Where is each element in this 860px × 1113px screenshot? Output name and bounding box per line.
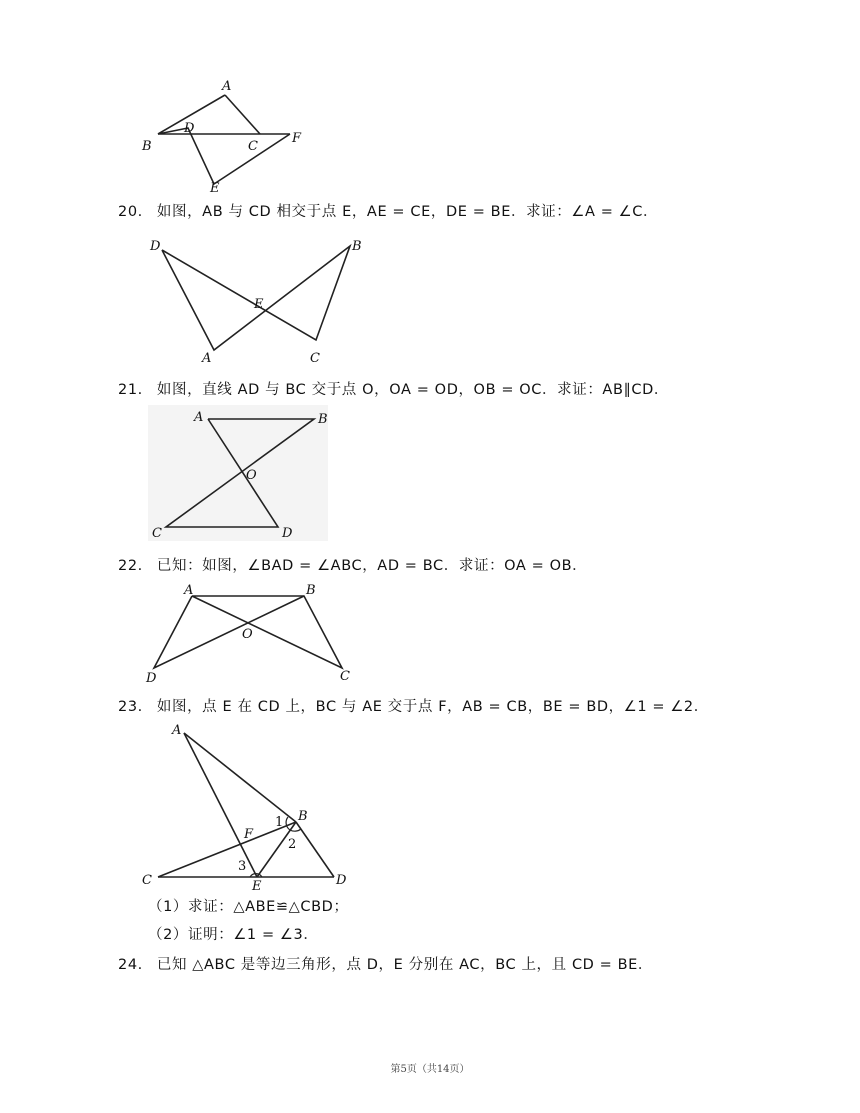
figure-q19 bbox=[130, 72, 320, 202]
label-C: C bbox=[310, 351, 320, 366]
question-number: 22. bbox=[118, 558, 143, 574]
label-F: F bbox=[292, 131, 302, 146]
question-23-part-2: （2）证明：∠1 = ∠3． bbox=[148, 927, 319, 943]
question-20 bbox=[118, 202, 658, 222]
label-B: B bbox=[298, 809, 308, 824]
label-D: D bbox=[184, 121, 195, 136]
question-23-part-1: （1）求证：△ABE≌△CBD； bbox=[148, 899, 349, 915]
question-text: 如图，直线 AD 与 BC 交于点 O，OA = OD，OB = OC．求证：AB∥CD． bbox=[156, 382, 669, 398]
label-C: C bbox=[142, 873, 152, 888]
question-24 bbox=[118, 955, 653, 975]
label-B: B bbox=[318, 412, 328, 427]
label-D: D bbox=[282, 526, 293, 541]
label-A: A bbox=[172, 723, 182, 738]
label-C: C bbox=[248, 139, 258, 154]
label-angle-3: 3 bbox=[238, 859, 247, 874]
question-number: 23. bbox=[118, 699, 143, 715]
label-D: D bbox=[336, 873, 347, 888]
label-angle-1: 1 bbox=[275, 815, 284, 830]
figure-q20 bbox=[142, 232, 387, 370]
label-B: B bbox=[306, 583, 316, 598]
label-A: A bbox=[194, 410, 204, 425]
figure-q23 bbox=[138, 720, 368, 895]
label-E: E bbox=[254, 297, 264, 312]
question-number: 20. bbox=[118, 204, 143, 220]
figure-q21 bbox=[148, 405, 328, 541]
label-D: D bbox=[150, 239, 161, 254]
question-text: 如图，AB 与 CD 相交于点 E，AE = CE，DE = BE．求证：∠A = ∠C． bbox=[156, 204, 659, 220]
question-22 bbox=[118, 556, 587, 576]
label-A: A bbox=[222, 79, 232, 94]
label-F: F bbox=[244, 827, 254, 842]
label-B: B bbox=[352, 239, 362, 254]
question-23 bbox=[118, 697, 709, 717]
label-A: A bbox=[202, 351, 212, 366]
label-O: O bbox=[242, 627, 253, 642]
label-B: B bbox=[142, 139, 152, 154]
page-footer: 第5页（共14页） bbox=[390, 1064, 470, 1075]
question-text: 如图，点 E 在 CD 上，BC 与 AE 交于点 F，AB = CB，BE = BD，∠1 = ∠2． bbox=[156, 699, 709, 715]
label-E: E bbox=[210, 181, 220, 196]
label-C: C bbox=[152, 526, 162, 541]
label-A: A bbox=[184, 583, 194, 598]
question-text: 已知 △ABC 是等边三角形，点 D，E 分别在 AC，BC 上，且 CD = BE． bbox=[156, 957, 654, 973]
question-21 bbox=[118, 380, 669, 400]
label-D: D bbox=[146, 671, 157, 686]
figure-q22 bbox=[142, 580, 362, 688]
question-text: 已知：如图，∠BAD = ∠ABC，AD = BC．求证：OA = OB． bbox=[156, 558, 588, 574]
label-C: C bbox=[340, 669, 350, 684]
label-angle-2: 2 bbox=[288, 837, 297, 852]
label-O: O bbox=[246, 468, 257, 483]
question-number: 21. bbox=[118, 382, 143, 398]
question-number: 24. bbox=[118, 957, 143, 973]
label-E: E bbox=[252, 879, 262, 894]
